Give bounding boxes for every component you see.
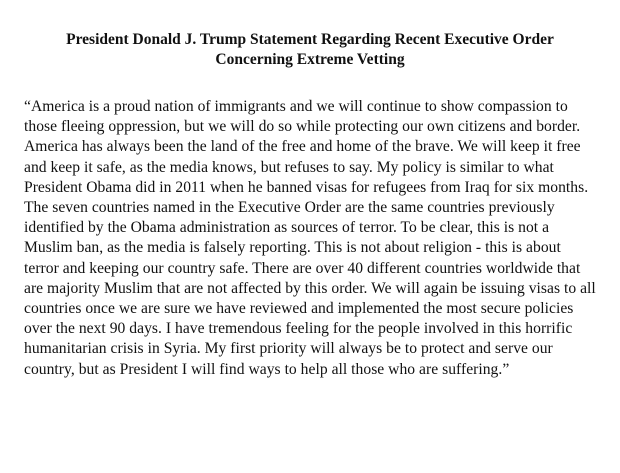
title-line-2: Concerning Extreme Vetting [215, 51, 405, 68]
statement-body: “America is a proud nation of immigrants and we will continue to show compassion to those fleeing oppression, but we will do so while protecting our own citizens and border. America has always been the land of the free and home of the brave. We will keep it free and keep it safe, as the media knows, but refuses to say. My policy is similar to what President Obama did in 2011 when he banned visas for refugees from Iraq for six months. The seven countries named in the Executive Order are the same countries previously identified by the Obama administration as sources of terror. To be clear, this is not a Muslim ban, as the media is falsely reporting. This is not about religion - this is about terror and keeping our country safe. There are over 40 different countries worldwide that are majority Muslim that are not affected by this order. We will again be issuing visas to all countries once we are sure we have reviewed and implemented the most secure policies over the next 90 days. I have tremendous feeling for the people involved in this horrific humanitarian crisis in Syria. My first priority will always be to protect and serve our country, but as President I will find ways to help all those who are suffering.” [24, 98, 596, 378]
title-line-1: President Donald J. Trump Statement Regarding Recent Executive Order [66, 31, 554, 48]
document-title [24, 30, 596, 70]
